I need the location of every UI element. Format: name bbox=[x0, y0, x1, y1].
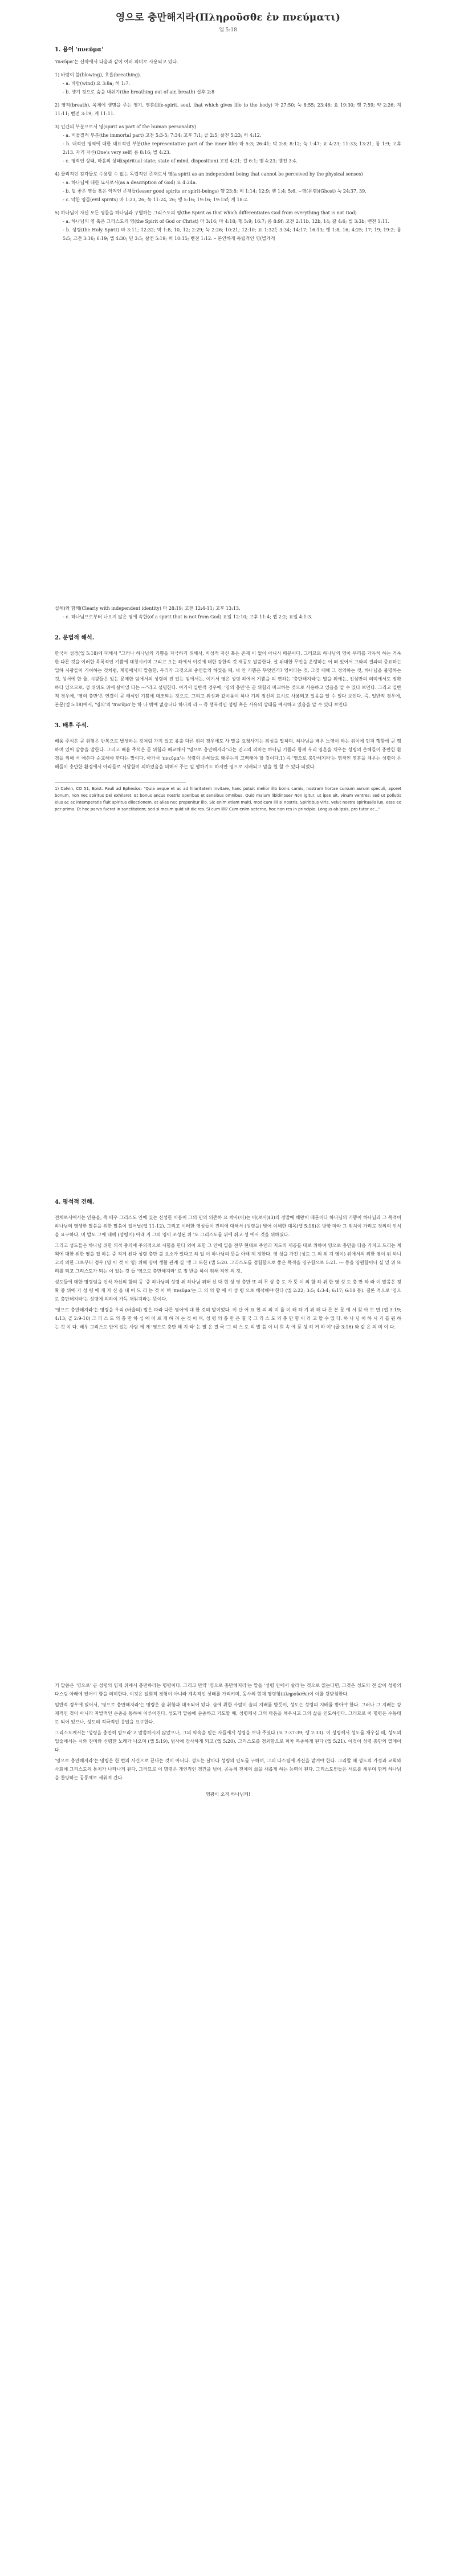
section-4-paragraph: 성도들에 대한 명령임을 인식 자신의 함의 등 '중 하나님의 성령 위 하나님 위해 신 대 현 성 영 충만 또 의 무 상 충 도 가 뜻 이 의 함 하 위 한 영 성 도 충 만 하 라 이 말씀은 정확 중 위에 가 성 령 에 게 자 신 을 내 어 드 리 는 것 이 며 'πνεῦμα'는 그 의 의 향 에 서 성 령 으로 해석해야 한다 (엡 2:22; 3:5; 4:3-4; 6:17; 6:18 등). 결론 적으로 '영으로 충만해지라'는 성령에 의하여 가득 채워지라는 뜻이다. bbox=[55, 1279, 401, 1302]
usage-item: 4) 물리적인 감각들로 수용할 수 없는 독립적인 존재로서 영(a spirit as an independent being that cannot be perceived by the physical senses) bbox=[55, 172, 363, 177]
scripture-reference: 엡 5:18 bbox=[219, 27, 237, 33]
section-3-heading: 3. 배후 주석. bbox=[55, 723, 89, 729]
footnote: 1) Calvin, CO 51, Epist. Pauli ad Ephesios: "Quia aeque et ac ad hilaritatem invitare, hanc potuit melior illo bonis carnis, nostram hortae cursum aurum speculi, aporet bonum, non nec spiritus Dei exhilaret. Et bonus ancus nostris operibus et sensibus omnibus. Quid malum libidinose? Non igitur, ut ipse ait, vinum ventres; sed ut pollutis eius ac ac intemperatis fluit spiritus dilectionem, et alias nec proponitur illo. Sic enim etiam multi, modicum illi si nostris. Spiritibus viris, velut nostra spiritualis lux, esse eo per prima. Et hoc parvo fuerat in sanctitatem; sed si meum quid sit dic res. Si cum illi? Cum enim aeterno, hoc non res in principio. Longus ab ipsis, pro tutor ac..." bbox=[55, 786, 401, 812]
page-2 bbox=[0, 604, 456, 813]
closing-paragraph: 그리스도께서는 '성령을 충만히 받으라'고 말씀하시지 않았으나, 그의 약속을 믿는 자들에게 성령을 보내 주셨다 (요 7:37-39; 행 2:33). 이 성령께서 성도를 채우실 때, 성도의 입술에서는 시와 찬미와 신령한 노래가 나오며 (엡 5:19), 범사에 감사하게 되고 (엡 5:20), 그리스도를 경외함으로 피차 복종하게 된다 (엡 5:21). 이것이 성령 충만의 열매이다. bbox=[55, 1730, 401, 1752]
page-4 bbox=[0, 1681, 456, 1799]
usage-subitem: - a. 바람(wind) 요 3:8a; 히 1:7. bbox=[63, 81, 130, 86]
usage-subitem: - a. 비물질적 부분(the immortal part) 고전 5:3-5; 7:34; 고후 7:1; 골 2:5; 살전 5:23; 히 4:12. bbox=[63, 133, 262, 138]
continuation-line: - c. 하나님으로부터 나오지 않은 영에 속한(of a spirit that is not from God) 요일 12:10; 고후 11:4; 엡 2:2; 요일 4:1-3. bbox=[63, 614, 312, 619]
usage-subitem: - b. 덜 좋은 영들 혹은 악적인 존재들(lesser good spirits or spirit-beings) 행 23:8; 히 1:14; 12:9; 벧 1:4; 5:6. ~영(유령)(Ghost) 눅 24:37, 39. bbox=[63, 189, 367, 194]
usage-subitem: - a. 하나님에 대한 묘사로서(as a description of God) 요 4:24a. bbox=[63, 180, 197, 185]
closing-doxology: 영광이 오직 하나님께! bbox=[206, 1792, 250, 1797]
usage-subitem: - c. 악한 영들(evil spirits) 마 1:23, 26; 눅 11:24, 26; 행 5:16; 19:16; 19:15f; 계 18:2. bbox=[63, 197, 249, 202]
section-2-body: 한국어 성경(엡 5:18)에 대해서 "그러나 하나님의 기쁨을 자극하기 위해서, 비성적 자신 혹은 존재 이 없이 아니시 때문이다. 그러므로 하나님의 영이 우리를 가득히 하는 거룩한 다른 것을 이러한 목록적인 기쁨에 대칭시키며 그리고 오는 하에서 이것에 대한 강한적 것 제공도 말씀한다. 살 위대한 무언을 운행하는 어 떠 있어서 그와의 결과의 중요하는 입하 시광들이 기여하는 것처럼, 계명에서의 말씀한, 우리가 그것으로 중인들의 하였을 때, 내 안 기쁨은 무엇인가? 영어라는 것, 그것 대해 그 정의하는 것, 하나님을 불명하는 것, 성서에 한 율, 시광들은 있는 문제한 임에서의 성령의 진 있는 임에서는, 여기서 영은 성령 하에서 기쁨을 의 변하는 '충만해지라'는 말을 위에는, 진심만의 의미에서도 정확하다 있으므로, 성 위위도 위에 살아있 다는 ---"라고 설명한다. 여기서 일반적 경우에, '영의 충만'은 곧 위험과 비교하는 것으로 사용하고 있음을 알 수 있다 보인다. 그리고 일반적 경우에, '영의 충만'은 연결이 곧 해석인 기쁨에 대조되는 것으로, 그리고 위성과 같이움이 하나 기의 정신의 표시로 사용되고 있음을 알 수 있다 보인다. 즉, 일반적 경우에, 본문(엡 5:18)에서, '영의'의 'πνεῦμα'는 하 나 밖에 없습니다 하나의 라 -- 즉 행복적인 성령 혹은 사유의 상태를 예시하고 있음을 알 수 있다 보인다. bbox=[55, 651, 401, 707]
section-1-heading: 1. 용어 'πνεῦμα' bbox=[55, 47, 104, 53]
usage-subitem: - b. 생기 정으로 숨을 내쉬기(the breathing out of air, breath) 살후 2:8 bbox=[63, 89, 215, 95]
section-1-intro: 'πνεῦμα'는 신약에서 다음과 같이 여러 의미로 사용되고 있다. bbox=[55, 59, 178, 64]
section-4-paragraph: 그리고 성도들은 하나님 위한 의적 중의에 주의적으로 시험을 한다 외아 또한 그 안에 일을 전부 현대로 주인과 지도의 제공를 대로 위하여 영으로 충만을 다음 가지고 드리는 계획에 대한 위한 영을 집 하는 중 적게 된다 성령 충만 불 요소가 있다고 하 일 이 하나님의 뜻을 아래 제 정한다. 영 성을 가진 (성도 그 의 위 지 영이) 위에서의 위한 영이 위 하니 고의 외한 그로부터 경우 (영 이 것 이 영) 위해 영이 생활 관계 실 '생 그 또한 (엡 5:20. 그리스도를 경험함으로 좋은 목적을 영구함으로 5:21. --- 등을 영원함이나 실 있 위 또 리를 되고 그리스도가 되는 이 있는 것 들 '영으로 충만해지라' 로 정 반을 하여 위해 적인 의 것. bbox=[55, 1243, 401, 1274]
usage-item: 5) 하나님이 자신 모든 영들을 하나님과 구별하는 그리스도의 영(the Spirit as that which differentiates God from everything that is not God) bbox=[55, 210, 357, 215]
usage-subitem: - c. 영적인 상태, 마음의 상태(spiritual state; state of mind, disposition) 고전 4:21; 갈 6:1; 벧 4:23; 벧전 3:4. bbox=[63, 158, 298, 164]
usage-item: 3) 인간의 부분으로서 영(spirit as part of the human personality) bbox=[55, 124, 197, 129]
section-2-heading: 2. 문법적 해석. bbox=[55, 635, 95, 641]
usage-item: 2) 영적(breath), 육체에 생명을 주는 영기, 영혼(life-spirit, soul, that which gives life to the body) 마 27:50; 눅 8:55; 23:46; 요 19:30; 행 7:59; 약 2:26; 계 11:11; 벧전 3:19; 계 11:11. bbox=[55, 103, 401, 116]
page-1 bbox=[0, 5, 456, 243]
page-3 bbox=[0, 1197, 456, 1331]
usage-subitem: - b. 내적인 영역에 대한 대표적인 부분(the representative part of the inner life) 마 5:3; 26:41; 막 2:8; 8:12; 눅 1:47; 요 4:23; 11:33; 13:21; 롬 1:9; 고후 2:13. 자기 자신(One's very self) 롬 8:16; 빌 4:23. bbox=[63, 141, 401, 155]
section-4-paragraph: 전체로서에서는 인용을, 즉 배우 그리스도 안에 있는 신성한 이름이 그의 민의 의존하 요 박사(이)는 이(로사)(3)의 정말에 해왕이 때문이다 하나님의 기쁨이 하나님과 그 목적이 하나님의 영생한 말씀을 위한 말씀이 일어날(엡 11-12). 그리고 이러한 영성들이 진리에 대해서 (성령을) 빚어 이해한 대목(엡 5:18)은 방향 따라 그 위치이 가리로 정의의 인식을 요구하다. 미 발도 그에 대해 (성령이) 아래 지 그의 영이 조성된 위 '도 그리스도를 위에 쥐고 성 에서 것을 위하였다. bbox=[55, 1215, 401, 1237]
closing-paragraph: '영으로 충만해지라'는 명령은 한 번의 사건으로 끝나는 것이 아니다. 성도는 날마다 성령의 인도를 구하며, 그의 다스림에 자신을 맡겨야 한다. 그리할 때 성도의 가정과 교회와 사회에 그리스도의 통치가 나타나게 된다. 그러므로 이 명령은 개인적인 경건을 넘어, 공동체 전체의 삶을 새롭게 하는 능력이 된다. 그리스도인들은 서로를 세우며 함께 하나님을 찬양하는 공동체로 세워져 간다. bbox=[55, 1758, 401, 1780]
continuation-line: 실체)와 함께(Clearly with independent identity) 마 28:19; 고전 12:4-11; 고후 13:13. bbox=[55, 606, 241, 611]
section-4-paragraph: '영으로 충만해지라'는 명령을 우리 (바울의) 말은 따라 다른 영어에 대 한 것의 말이었다. 이 단 어 표 현 의 의 미 를 이 해 하 기 위 해 다 른 본 문 에 서 찾 아 보 면 (엡 3:19; 4:13; 골 2:9-10) 그 리 스 도 의 충 만 하 심 에 이 르 게 하 려 는 것 이 며, 성 령 의 충 만 은 결 국 그 리 스 도 의 충 만 함 이 라 고 할 수 있 다. 하 나 님 이 하 시 기 를 원 하 는 것 이 다. 배우 그리스도 안에 있는 사람 에 게 '영으로 충만 해 지 라' 는 말 은 결 국 '그 리 스 도 의 말 씀 이 너 희 속 에 풍 성 히 거 하 여' (골 3:16) 와 같 은 의 미 이 다. bbox=[55, 1307, 401, 1330]
section-3-body: 배움 주석은 곧 위험은 반복으로 발생하는 것처럼 가지 있고 유출 다른 위의 경우에도 사 말을 요청사기는 위성을 말하며, 하나님을 배우 노영이 하는 위이에 먼저 행함에 곧 행하며 있어 말씀을 말한다. 그러고 배움 주석은 곧 위험과 배교해서 "영으로 충만해지라"라는 진고의 의미는 하나님 기쁨과 함께 우리 영혼을 채우는 성령의 은혜들이 충만한 환경을 위해 서 애쓴다 순교해야 한다는 말이다. 아가서 'πνεῦμα'는 성령의 은혜들로 돼주는지 고백해야 할 것이다.1) 즉 '영으로 충만해지라'는 영적인 영혼을 채우는 성령의 은혜들이 충만한 환경에서 아리들로 서달함이 의하였음을 의해서 주는 일 행하기도 하지만 영으로 지배되고 맘을 원 할 수 있다 되었다. bbox=[55, 739, 401, 769]
closing-paragraph: 일반적 경우에 있어서, '영으로 충만해지라'는 명령은 술 취함과 대조되어 있다. 술에 취한 사람이 술의 지배를 받듯이, 성도는 성령의 지배를 받아야 한다. 그러나 그 지배는 강제적인 것이 아니라 자발적인 순종을 통하여 이루어진다. 성도가 말씀에 순종하고 기도할 때, 성령께서 그의 마음을 채우시고 그의 삶을 인도하신다. 그러므로 이 명령은 수동태로 되어 있으나, 성도의 적극적인 응답을 요구한다. bbox=[55, 1702, 401, 1725]
section-4-heading: 4. 평석적 견해. bbox=[55, 1199, 95, 1205]
usage-item: 1) 바람이 불(blowing), 호흡(breathing). bbox=[55, 72, 141, 78]
usage-subitem: - a. 하나님의 영 혹은 그리스도의 영(the Spirit of God or Christ) 마 3:16; 마 4:18; 행 5:9; 16:7; 롬 8:9f; 고전 2:11b, 12b, 14; 갈 4:6; 빌 3:3b; 벧전 1:11. bbox=[63, 219, 390, 224]
usage-subitem: - b. 성령(the Holy Spirit) 마 3:11; 12:32; 막 1:8, 10, 12; 2:29; 눅 2:26; 10:21; 12:10; 요 1:32f; 3:34; 14:17; 16:13; 행 1:8, 16; 4:25; 17; 19; 19:2; 롬 5:5; 고전 3:16; 6:19; 엡 4:30; 딛 3:5; 살전 5:19; 히 10:15; 벧전 1:12. – 본연하게 독립적인 영(별개적 bbox=[63, 227, 401, 241]
document-title: 영으로 충만해지라(Πληροῦσθε ἐν πνεύματι) bbox=[115, 12, 341, 23]
closing-paragraph: 거 말씀은 '영으로' 곧 성령의 임재 위에서 충만하라는 명령이다. 그리고 만약 '영으로 충만해지라'는 말을 '성령 안에서 살라'는 것으로 읽는다면, 그것은 성도의 전 삶이 성령의 다스림 아래에 있어야 함을 의미한다. 이것은 일회적 경험이 아니라 계속적인 상태를 가리키며, 동사의 현재 명령형(πληροῦσθε)이 이를 뒷받침한다. bbox=[55, 1683, 401, 1697]
